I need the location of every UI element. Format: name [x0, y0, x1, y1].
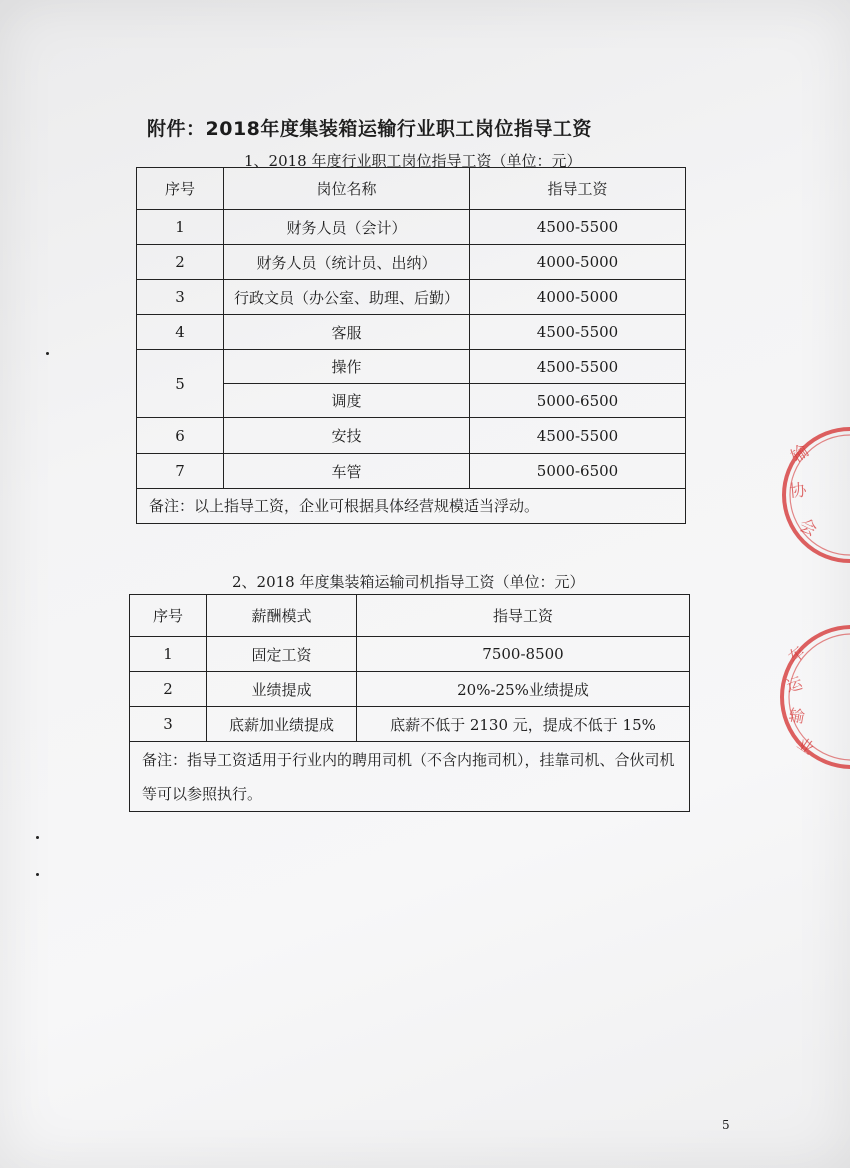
- row-position: 车管: [224, 454, 470, 489]
- row-wage: 5000-6500: [470, 384, 686, 418]
- page-number: 5: [722, 1118, 730, 1132]
- svg-text:输: 输: [787, 705, 807, 727]
- table-row: [137, 210, 686, 245]
- header-wage: 指导工资: [470, 168, 686, 210]
- row-position: 行政文员（办公室、助理、后勤）: [224, 280, 470, 315]
- svg-text:会: 会: [795, 515, 820, 541]
- row-wage: 4000-5000: [470, 280, 686, 315]
- row-wage: 4500-5500: [470, 350, 686, 384]
- table-row: [137, 245, 686, 280]
- punch-mark: [36, 836, 39, 839]
- row-wage: 4500-5500: [470, 418, 686, 454]
- header-serial: 序号: [137, 168, 224, 210]
- punch-mark: [46, 352, 49, 355]
- row-position: 调度: [224, 384, 470, 418]
- table-note-row: [130, 742, 690, 812]
- row-serial: 7: [137, 454, 224, 489]
- row-pay-mode: 业绩提成: [207, 672, 357, 707]
- row-serial: 1: [137, 210, 224, 245]
- driver-wage-table: [129, 594, 690, 812]
- svg-text:输: 输: [787, 440, 813, 468]
- row-wage: 20%-25%业绩提成: [357, 672, 690, 707]
- row-position: 财务人员（统计员、出纳）: [224, 245, 470, 280]
- svg-text:车: 车: [784, 642, 809, 668]
- row-position: 客服: [224, 315, 470, 350]
- row-position: 财务人员（会计）: [224, 210, 470, 245]
- header-serial: 序号: [130, 595, 207, 637]
- header-wage: 指导工资: [357, 595, 690, 637]
- row-wage: 底薪不低于 2130 元，提成不低于 15%: [357, 707, 690, 742]
- row-pay-mode: 底薪加业绩提成: [207, 707, 357, 742]
- row-serial: 6: [137, 418, 224, 454]
- row-position: 安技: [224, 418, 470, 454]
- table-row: [130, 707, 690, 742]
- table2-caption: 2、2018 年度集装箱运输司机指导工资（单位：元）: [232, 573, 585, 591]
- table-row: [137, 350, 686, 384]
- row-wage: 4500-5500: [470, 210, 686, 245]
- row-serial: 1: [130, 637, 207, 672]
- row-wage: 4500-5500: [470, 315, 686, 350]
- svg-text:协: 协: [788, 480, 808, 502]
- svg-text:业: 业: [793, 733, 818, 759]
- table-row: [130, 637, 690, 672]
- punch-mark: [36, 873, 39, 876]
- table1-caption: 1、2018 年度行业职工岗位指导工资（单位：元）: [244, 152, 582, 170]
- row-serial: 3: [130, 707, 207, 742]
- header-pay-mode: 薪酬模式: [207, 595, 357, 637]
- table-row: [137, 280, 686, 315]
- row-wage: 4000-5000: [470, 245, 686, 280]
- row-wage: 7500-8500: [357, 637, 690, 672]
- svg-text:运: 运: [784, 673, 805, 696]
- staff-wage-table: [136, 167, 686, 524]
- row-position: 操作: [224, 350, 470, 384]
- row-serial: 2: [137, 245, 224, 280]
- table1-note: 备注：以上指导工资，企业可根据具体经营规模适当浮动。: [137, 489, 686, 524]
- row-serial: 4: [137, 315, 224, 350]
- table-row: [137, 315, 686, 350]
- table-row: [137, 418, 686, 454]
- row-wage: 5000-6500: [470, 454, 686, 489]
- table2-note: 备注：指导工资适用于行业内的聘用司机（不含内拖司机），挂靠司机、合伙司机等可以参照执行。: [130, 742, 690, 812]
- table-header-row: [137, 168, 686, 210]
- row-serial: 5: [137, 350, 224, 418]
- table-note-row: [137, 489, 686, 524]
- table-row: [137, 454, 686, 489]
- association-seal-lower: [772, 612, 850, 782]
- row-pay-mode: 固定工资: [207, 637, 357, 672]
- table-row: [130, 672, 690, 707]
- row-serial: 2: [130, 672, 207, 707]
- table-header-row: [130, 595, 690, 637]
- header-position: 岗位名称: [224, 168, 470, 210]
- association-seal-upper: [770, 415, 850, 575]
- row-serial: 3: [137, 280, 224, 315]
- document-title: 附件：2018年度集装箱运输行业职工岗位指导工资: [147, 118, 592, 140]
